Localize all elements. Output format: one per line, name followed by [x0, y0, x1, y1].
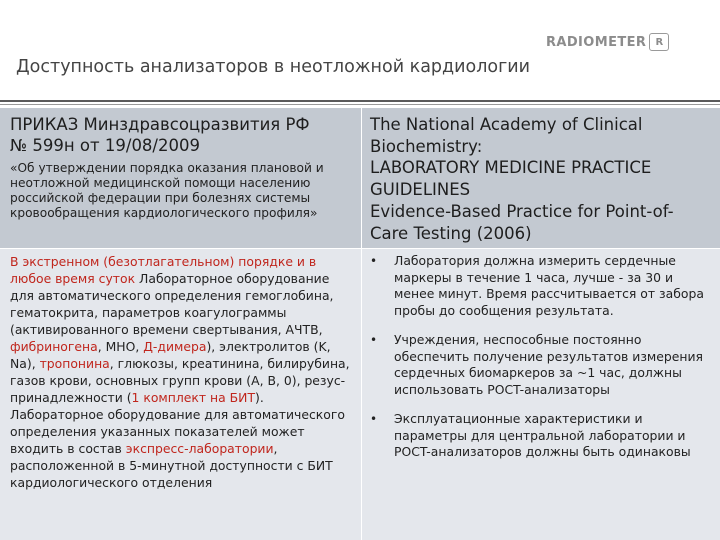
right-header-cell — [362, 108, 720, 248]
guidelines-title-line: Evidence-Based Practice for Point-of- — [370, 201, 674, 221]
list-item-text: Эксплуатационные характеристики и параметры для центральной лаборатории и POCT-анализаторов должны быть одинаковы — [394, 411, 691, 459]
radiometer-logo — [546, 33, 669, 51]
body-text: Лабораторное оборудование для автоматического определения гемоглобина, гематокрита, параметров коагулограммы (активированного времени свертывания, АЧТВ, — [10, 271, 334, 337]
title-divider — [0, 100, 720, 102]
highlight-troponin: тропонина — [39, 356, 110, 371]
highlight-express-lab: экспресс-лаборатории — [125, 441, 274, 456]
order-subtitle: «Об утверждении порядка оказания плановой и неотложной медицинской помощи населению российской федерации при болезнях системы кровообращения кардиологического профиля» — [10, 161, 324, 220]
list-item-text: Лаборатория должна измерить сердечные маркеры в течение 1 часа, лучше - за 30 и менее минут. Время рассчитывается от забора пробы до сообщения результата. — [394, 253, 704, 318]
order-number-line: № 599н от 19/08/2009 — [10, 136, 200, 155]
highlight-d-dimer: Д-димера — [143, 339, 207, 354]
order-title — [10, 114, 361, 156]
guidelines-title-line: Care Testing (2006) — [370, 223, 532, 243]
list-item-text: Учреждения, неспособные постоянно обеспечить получение результатов измерения сердечных биомаркеров за ~1 час, должны использовать POCT-анализаторы — [394, 332, 703, 397]
title-divider-thin — [0, 104, 720, 105]
slide-title: Доступность анализаторов в неотложной кардиологии — [16, 57, 531, 77]
logo-text: RADIOMETER — [546, 34, 647, 50]
emergency-phrase: В экстренном (безотлагательном) порядке и в любое время суток — [10, 254, 317, 286]
body-text: ), электролитов (K, Na), — [10, 339, 331, 371]
bullet-icon: • — [370, 333, 378, 347]
guidelines-title-line: The National Academy of Clinical — [370, 115, 643, 134]
left-body-cell — [0, 249, 361, 540]
highlight-fibrinogen: фибриногена — [10, 339, 98, 354]
bullet-icon: • — [370, 412, 378, 426]
right-body-cell — [362, 249, 720, 540]
guidelines-title-line: GUIDELINES — [370, 180, 471, 200]
highlight-one-set: 1 комплект на БИТ — [131, 390, 256, 405]
list-item — [370, 253, 714, 319]
registered-mark-icon: R — [649, 33, 669, 51]
left-header-cell — [0, 108, 361, 248]
guidelines-title-line: Biochemistry: — [370, 136, 483, 156]
guidelines-title — [370, 114, 720, 244]
body-text: ). Лабораторное оборудование для автоматического определения указанных показателей может входить в состав — [10, 390, 345, 456]
list-item — [370, 332, 714, 398]
guidelines-title-line: LABORATORY MEDICINE PRACTICE — [370, 158, 652, 178]
list-item — [370, 411, 714, 461]
body-text: , глюкозы, креатинина, билирубина, газов крови, основных групп крови (А, В, 0), резус-принадлежности ( — [10, 356, 350, 405]
bullet-icon: • — [370, 254, 378, 268]
order-requirements-text — [10, 253, 355, 491]
order-title-line: ПРИКАЗ Минздравсоцразвития РФ — [10, 115, 310, 134]
body-text: , расположенной в 5-минутной доступности с БИТ кардиологического отделения — [10, 441, 333, 490]
body-text: , МНО, — [97, 339, 144, 354]
